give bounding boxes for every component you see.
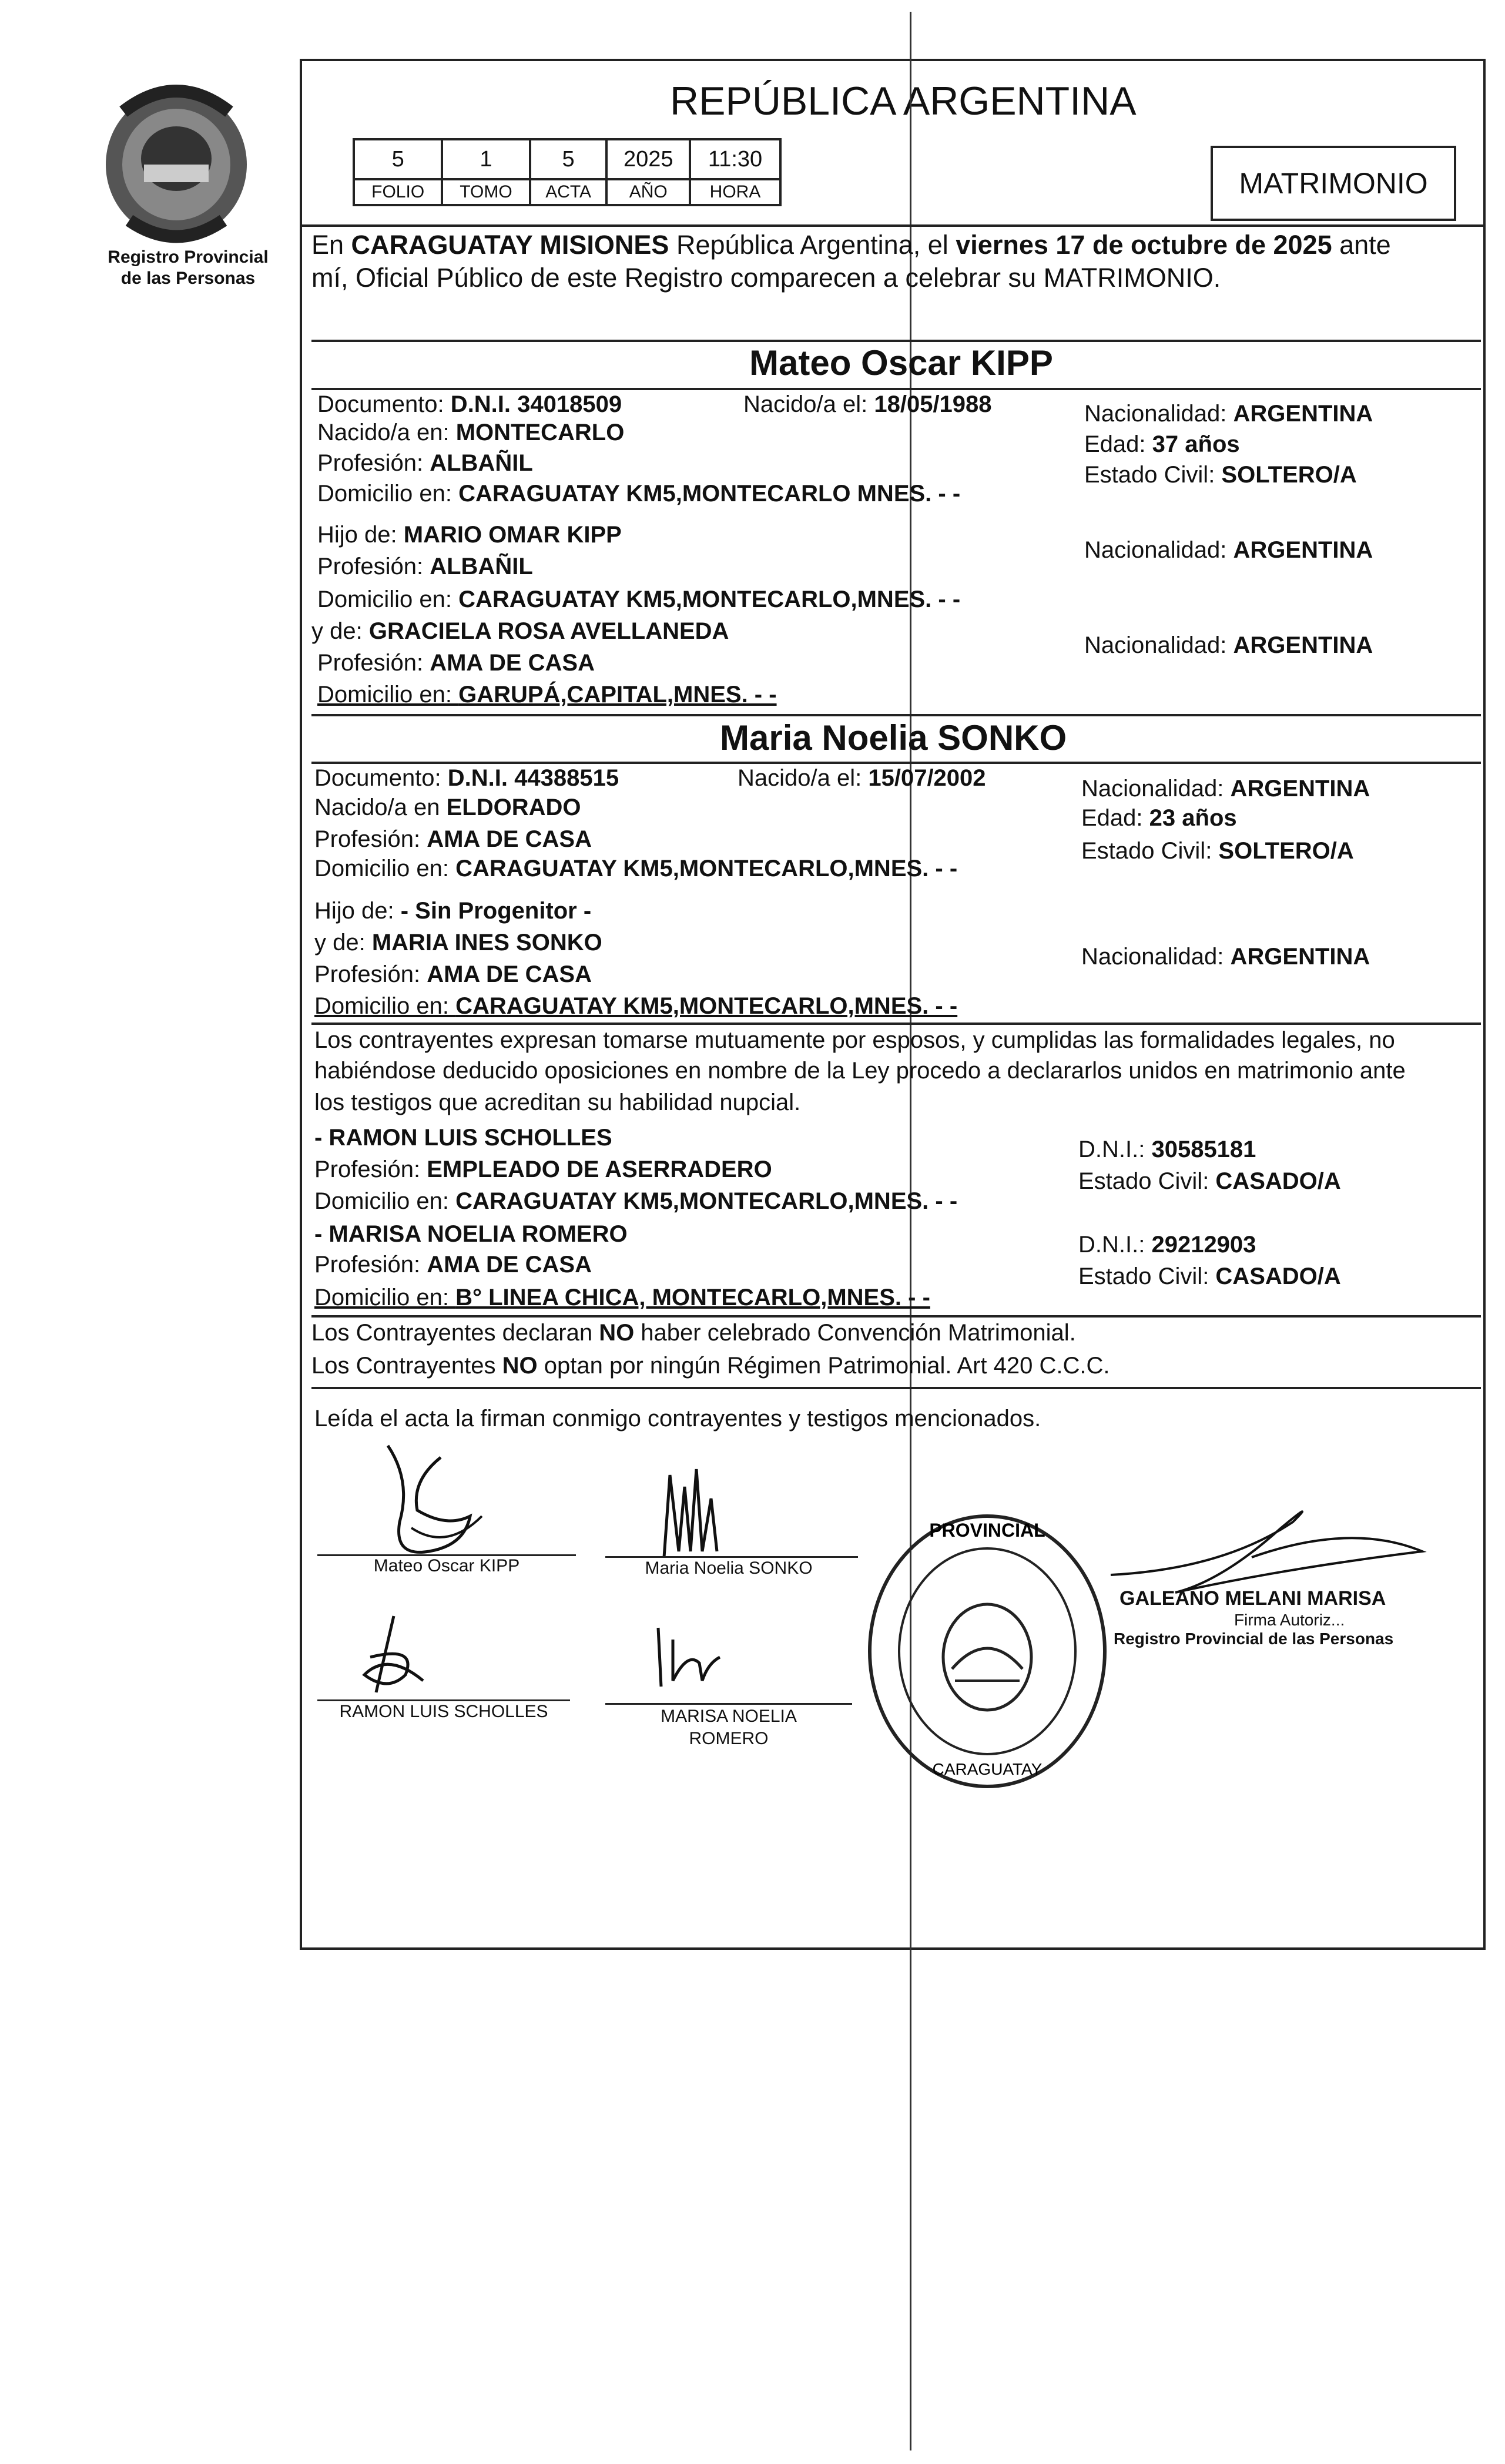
act-type-label: MATRIMONIO: [1239, 167, 1428, 200]
witness2-dni: D.N.I.: 29212903: [1078, 1232, 1256, 1258]
spouse2-civil-status: Estado Civil: SOLTERO/A: [1081, 838, 1354, 864]
svg-text:PROVINCIAL: PROVINCIAL: [929, 1520, 1045, 1541]
witness1-dni: D.N.I.: 30585181: [1078, 1137, 1256, 1162]
spouse1-profession: Profesión: ALBAÑIL: [317, 450, 533, 476]
spouse1-document: Documento: D.N.I. 34018509: [317, 391, 622, 417]
spouse2-father: Hijo de: - Sin Progenitor -: [314, 898, 592, 924]
signature-mateo: [376, 1434, 494, 1569]
spouse1-civil-status: Estado Civil: SOLTERO/A: [1084, 462, 1357, 488]
spouse1-birthdate: Nacido/a el: 18/05/1988: [743, 391, 992, 417]
witness1-civil-status: Estado Civil: CASADO/A: [1078, 1168, 1341, 1194]
official-office: Registro Provincial de las Personas: [1114, 1630, 1394, 1648]
divider: [311, 1315, 1481, 1318]
spouse2-name: Maria Noelia SONKO: [720, 718, 1067, 757]
divider: [311, 714, 1481, 716]
signature-marisa: [646, 1616, 723, 1692]
registry-name: Registro Provincial de las Personas: [108, 247, 269, 288]
spouse2-birthdate: Nacido/a el: 15/07/2002: [738, 765, 986, 791]
spouse1-father: Hijo de: MARIO OMAR KIPP: [317, 522, 622, 548]
spouse2-document: Documento: D.N.I. 44388515: [314, 765, 619, 791]
convention-line-2: Los Contrayentes NO optan por ningún Régimen Patrimonial. Art 420 C.C.C.: [311, 1353, 1110, 1379]
official-name: GALEANO MELANI MARISA: [1119, 1587, 1386, 1610]
anio-value: 2025: [606, 139, 690, 179]
registry-numbers-table: [353, 138, 782, 206]
tomo-label: TOMO: [442, 179, 529, 205]
tomo-value: 1: [442, 139, 529, 179]
spouse1-name: Mateo Oscar KIPP: [749, 343, 1053, 383]
declaration-line-1: Los contrayentes expresan tomarse mutuamente por esposos, y cumplidas las formalidades legales, no: [314, 1027, 1395, 1053]
province-seal-icon: [88, 76, 264, 247]
spouse1-mother-nationality: Nacionalidad: ARGENTINA: [1084, 632, 1373, 658]
spouse1-age: Edad: 37 años: [1084, 431, 1240, 457]
divider: [311, 340, 1481, 342]
witness2-civil-status: Estado Civil: CASADO/A: [1078, 1263, 1341, 1289]
spouse2-mother-nationality: Nacionalidad: ARGENTINA: [1081, 944, 1370, 970]
registry-stamp: [858, 1504, 1117, 1798]
acta-label: ACTA: [530, 179, 607, 205]
spouse2-birthplace: Nacido/a en ELDORADO: [314, 794, 581, 820]
signature-line: [605, 1556, 858, 1558]
closing-text: Leída el acta la firman conmigo contrayentes y testigos mencionados.: [314, 1406, 1041, 1432]
signature-caption-ramon: RAMON LUIS SCHOLLES: [339, 1702, 548, 1721]
hora-label: HORA: [690, 179, 780, 205]
spouse2-age: Edad: 23 años: [1081, 805, 1237, 831]
acta-value: 5: [530, 139, 607, 179]
signature-ramon: [353, 1610, 435, 1698]
signature-caption-marisa: MARISA NOELIA ROMERO: [661, 1707, 797, 1748]
witness2-name: - MARISA NOELIA ROMERO: [314, 1221, 628, 1247]
intro-line-2: mí, Oficial Público de este Registro comparecen a celebrar su MATRIMONIO.: [311, 263, 1221, 293]
spouse2-mother: y de: MARIA INES SONKO: [314, 930, 602, 956]
spouse1-mother-domicile: Domicilio en: GARUPÁ,CAPITAL,MNES. - -: [317, 682, 777, 708]
spouse1-father-profession: Profesión: ALBAÑIL: [317, 554, 533, 579]
country-title: REPÚBLICA ARGENTINA: [670, 79, 1137, 123]
spouse2-mother-domicile: Domicilio en: CARAGUATAY KM5,MONTECARLO,MNES. - -: [314, 993, 958, 1019]
divider: [311, 1387, 1481, 1389]
signature-caption-mateo: Mateo Oscar KIPP: [373, 1556, 520, 1575]
hora-value: 11:30: [690, 139, 780, 179]
spouse1-mother: y de: GRACIELA ROSA AVELLANEDA: [311, 618, 729, 644]
witness1-profession: Profesión: EMPLEADO DE ASERRADERO: [314, 1156, 772, 1182]
spouse2-nationality: Nacionalidad: ARGENTINA: [1081, 776, 1370, 802]
spouse1-mother-profession: Profesión: AMA DE CASA: [317, 650, 595, 676]
divider: [311, 1023, 1481, 1025]
anio-label: AÑO: [606, 179, 690, 205]
signature-caption-maria: Maria Noelia SONKO: [645, 1558, 813, 1578]
signature-maria: [652, 1463, 735, 1563]
folio-label: FOLIO: [354, 179, 442, 205]
svg-text:CARAGUATAY: CARAGUATAY: [932, 1760, 1043, 1778]
folio-value: 5: [354, 139, 442, 179]
declaration-line-3: los testigos que acreditan su habilidad nupcial.: [314, 1089, 801, 1115]
spouse1-father-nationality: Nacionalidad: ARGENTINA: [1084, 537, 1373, 563]
spouse1-nationality: Nacionalidad: ARGENTINA: [1084, 401, 1373, 427]
witness2-domicile: Domicilio en: B° LINEA CHICA, MONTECARLO,MNES. - -: [314, 1285, 930, 1310]
spouse2-domicile: Domicilio en: CARAGUATAY KM5,MONTECARLO,MNES. - -: [314, 856, 958, 881]
registry-logo: [88, 76, 264, 247]
witness1-name: - RAMON LUIS SCHOLLES: [314, 1125, 612, 1151]
witness2-profession: Profesión: AMA DE CASA: [314, 1252, 592, 1278]
signature-line: [317, 1699, 570, 1701]
spouse1-father-domicile: Domicilio en: CARAGUATAY KM5,MONTECARLO,MNES. - -: [317, 586, 961, 612]
convention-line-1: Los Contrayentes declaran NO haber celebrado Convención Matrimonial.: [311, 1320, 1076, 1346]
declaration-line-2: habiéndose deducido oposiciones en nombre de la Ley procedo a declararlos unidos en matrimonio ante: [314, 1058, 1406, 1084]
spouse1-domicile: Domicilio en: CARAGUATAY KM5,MONTECARLO MNES. - -: [317, 481, 961, 507]
witness1-domicile: Domicilio en: CARAGUATAY KM5,MONTECARLO,MNES. - -: [314, 1188, 958, 1214]
official-role: Firma Autoriz...: [1234, 1611, 1345, 1629]
intro-line-1: En CARAGUATAY MISIONES República Argentina, el viernes 17 de octubre de 2025 ante: [311, 230, 1391, 260]
spouse2-mother-profession: Profesión: AMA DE CASA: [314, 961, 592, 987]
divider: [300, 224, 1486, 227]
spouse1-birthplace: Nacido/a en: MONTECARLO: [317, 420, 625, 445]
spouse2-profession: Profesión: AMA DE CASA: [314, 826, 592, 852]
act-type-box: [1211, 146, 1456, 221]
signature-line: [605, 1703, 852, 1705]
